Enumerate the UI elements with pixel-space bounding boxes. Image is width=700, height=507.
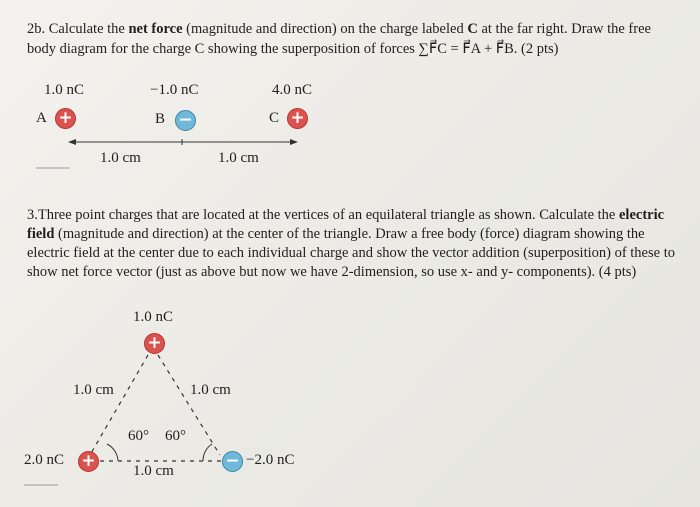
charge-a-label: A: [36, 110, 47, 126]
charge-a-value: 1.0 nC: [44, 82, 85, 98]
angle-left-arc: [107, 444, 118, 461]
problem-3-line1: 3.Three point charges that are located at the vertices of an equilateral triangle as shown. Calculate the electric: [27, 207, 665, 223]
right-charge-value: −2.0 nC: [246, 452, 295, 468]
angle-left-label: 60°: [128, 428, 149, 444]
left-side-label: 1.0 cm: [73, 382, 114, 398]
angle-right-arc: [203, 444, 212, 461]
charge-c-label: C: [269, 110, 280, 126]
right-side-label: 1.0 cm: [190, 382, 231, 398]
right-charge-minus-icon: −: [222, 451, 243, 472]
problem-2b-line2: body diagram for the charge C showing the superposition of forces ∑F⃗C = F⃗A + F⃗B. (2 pts): [27, 41, 559, 57]
problem-3-line3: electric field at the center due to each individual charge and show the vector addition (superposition) of these to: [27, 245, 675, 261]
charge-a-plus-icon: +: [55, 108, 76, 129]
charge-b-minus-icon: −: [175, 110, 196, 131]
problem-2b-line1: 2b. Calculate the net force (magnitude and direction) on the charge labeled C at the far right. Draw the free: [27, 21, 651, 37]
top-charge-plus-icon: +: [144, 333, 165, 354]
charge-c-value: 4.0 nC: [272, 82, 313, 98]
charge-b-label: B: [155, 111, 166, 127]
distance-bc-label: 1.0 cm: [218, 150, 259, 166]
charge-c-plus-icon: +: [287, 108, 308, 129]
problem-3-line2: field (magnitude and direction) at the center of the triangle. Draw a free body (force) diagram showing the: [27, 226, 645, 242]
left-charge-value: 2.0 nC: [24, 452, 65, 468]
bottom-side-label: 1.0 cm: [133, 463, 174, 479]
left-charge-plus-icon: +: [78, 451, 99, 472]
problem-3-line4: show net force vector (just as above but now we have 2-dimension, so use x- and y- components). (4 pts): [27, 264, 637, 280]
distance-ab-label: 1.0 cm: [100, 150, 141, 166]
angle-right-label: 60°: [165, 428, 186, 444]
charge-b-value: −1.0 nC: [150, 82, 199, 98]
top-charge-value: 1.0 nC: [133, 309, 174, 325]
